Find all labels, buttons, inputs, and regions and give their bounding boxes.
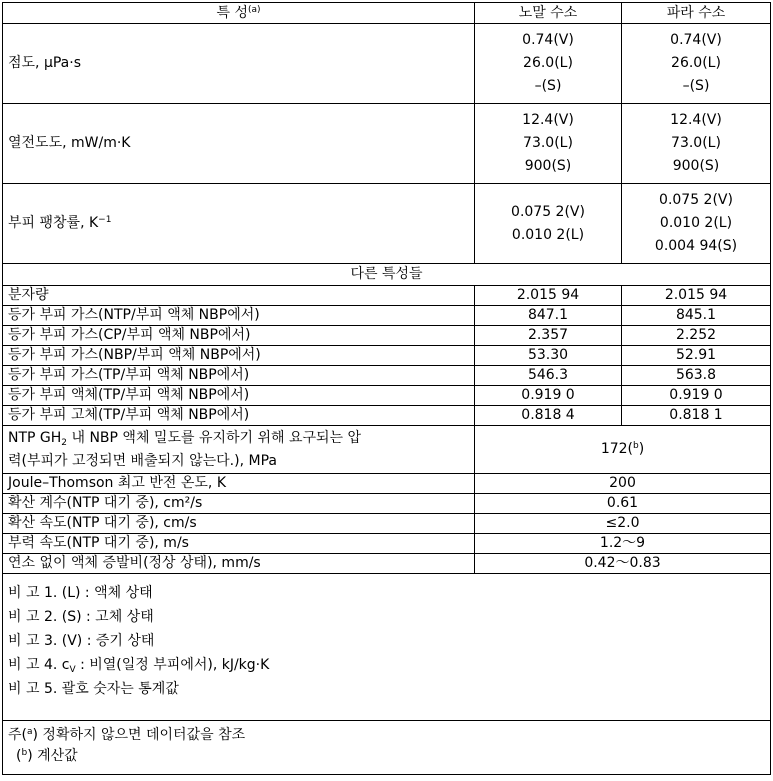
footnotes-row [3, 721, 771, 775]
header-normal-hydrogen: 노말 수소 [475, 3, 622, 24]
expansion-row [3, 184, 771, 264]
row-para-value: 0.919 0 [622, 386, 771, 406]
note-4: 비 고 4. $c_V$ : 비열(일정 부피에서), kJ/kg·K [8, 657, 270, 675]
row-label: 등가 부피 액체(TP/부피 액체 NBP에서) [3, 386, 475, 406]
table-row [3, 406, 771, 426]
row-normal-value: 2.015 94 [475, 286, 622, 306]
row-para-value: 845.1 [622, 306, 771, 326]
row-normal-value: 0.919 0 [475, 386, 622, 406]
row-value: 0.42～0.83 [475, 554, 771, 574]
row-label: 연소 없이 액체 증발비(정상 상태), mm/s [3, 554, 475, 574]
viscosity-para: 0.74(V) 26.0(L) –(S) [622, 24, 771, 104]
footnotes-cell [3, 721, 771, 775]
note-3: 비 고 3. (V) : 증기 상태 [8, 633, 155, 649]
viscosity-normal: 0.74(V) 26.0(L) –(S) [475, 24, 622, 104]
viscosity-row [3, 24, 771, 104]
table-row [3, 386, 771, 406]
row-para-value: 0.818 1 [622, 406, 771, 426]
pressure-value: 172($^b$) [475, 426, 771, 474]
footnote-a: 주($^a$) 정확하지 않으면 데이터값을 참조 [8, 727, 246, 743]
row-label: Joule–Thomson 최고 반전 온도, K [3, 474, 475, 494]
table-row [3, 286, 771, 306]
row-value: ≤2.0 [475, 514, 771, 534]
pressure-label: NTP $GH_2$ 내 NBP 액체 밀도를 유지하기 위해 요구되는 압 력(부피가 고정되면 배출되지 않는다.), MPa [3, 426, 475, 474]
row-label: 부력 속도(NTP 대기 중), m/s [3, 534, 475, 554]
row-value: 0.61 [475, 494, 771, 514]
header-para-hydrogen: 파라 수소 [622, 3, 771, 24]
conductivity-normal: 12.4(V) 73.0(L) 900(S) [475, 104, 622, 184]
row-label: 확산 계수(NTP 대기 중), cm²/s [3, 494, 475, 514]
row-label: 분자량 [3, 286, 475, 306]
row-para-value: 52.91 [622, 346, 771, 366]
notes-row [3, 574, 771, 721]
other-properties-header [3, 264, 771, 286]
conductivity-label: 열전도도, mW/m·K [3, 104, 475, 184]
row-label: 등가 부피 가스(TP/부피 액체 NBP에서) [3, 366, 475, 386]
other-properties-title: 다른 특성들 [3, 264, 771, 286]
table-row [3, 534, 771, 554]
row-normal-value: 0.818 4 [475, 406, 622, 426]
pressure-row [3, 426, 771, 474]
conductivity-para: 12.4(V) 73.0(L) 900(S) [622, 104, 771, 184]
expansion-para: 0.075 2(V) 0.010 2(L) 0.004 94(S) [622, 184, 771, 264]
row-para-value: 2.252 [622, 326, 771, 346]
row-para-value: 563.8 [622, 366, 771, 386]
row-value: 1.2～9 [475, 534, 771, 554]
row-normal-value: 847.1 [475, 306, 622, 326]
row-normal-value: 53.30 [475, 346, 622, 366]
table-row [3, 326, 771, 346]
row-normal-value: 546.3 [475, 366, 622, 386]
header-property: 특 성$^{(a)}$ [3, 3, 475, 24]
notes-cell [3, 574, 771, 721]
note-5: 비 고 5. 괄호 숫자는 통계값 [8, 681, 179, 697]
table-row [3, 474, 771, 494]
expansion-normal: 0.075 2(V) 0.010 2(L) [475, 184, 622, 264]
conductivity-row [3, 104, 771, 184]
table-row [3, 346, 771, 366]
row-normal-value: 2.357 [475, 326, 622, 346]
footnote-b: ($^b$) 계산값 [16, 748, 78, 764]
row-label: 확산 속도(NTP 대기 중), cm/s [3, 514, 475, 534]
viscosity-label: 점도, μPa·s [3, 24, 475, 104]
table-row [3, 366, 771, 386]
hydrogen-properties-table [2, 2, 771, 775]
table-row [3, 554, 771, 574]
table-row [3, 306, 771, 326]
table-row [3, 514, 771, 534]
row-para-value: 2.015 94 [622, 286, 771, 306]
row-label: 등가 부피 가스(NTP/부피 액체 NBP에서) [3, 306, 475, 326]
table-row [3, 494, 771, 514]
row-label: 등가 부피 고체(TP/부피 액체 NBP에서) [3, 406, 475, 426]
row-label: 등가 부피 가스(NBP/부피 액체 NBP에서) [3, 346, 475, 366]
row-label: 등가 부피 가스(CP/부피 액체 NBP에서) [3, 326, 475, 346]
note-2: 비 고 2. (S) : 고체 상태 [8, 609, 154, 625]
expansion-label: 부피 팽창률, $K^{-1}$ [3, 184, 475, 264]
table-header-row [3, 3, 771, 24]
note-1: 비 고 1. (L) : 액체 상태 [8, 585, 153, 601]
row-value: 200 [475, 474, 771, 494]
